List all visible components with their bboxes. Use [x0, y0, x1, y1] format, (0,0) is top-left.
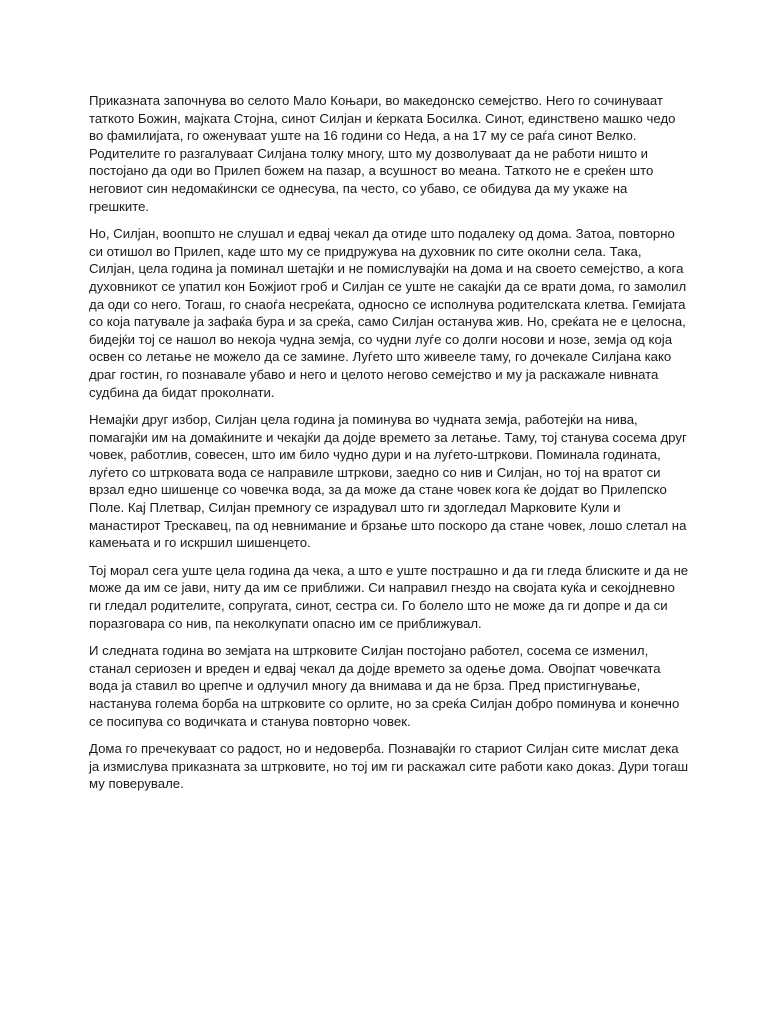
paragraph: Дома го пречекуваат со радост, но и недоверба. Познавајќи го стариот Силјан сите мислат дека ја измислува приказната за штрковите, но тој им ги раскажал сите работи како доказ. Дури тогаш му поверувале.: [89, 741, 689, 792]
paragraph: Приказната започнува во селото Мало Коњари, во македонско семејство. Него го сочинуваат таткото Божин, мајката Стојна, синот Силјан и ќерката Босилка. Синот, единствено машко чедо во фамилијата, го оженуваат уште на 16 години со Неда, а на 17 му се раѓа синот Велко. Родителите го разгалуваат Силјана толку многу, што му дозволуваат да не работи ништо и постојано да оди во Прилеп божем на пазар, а всушност во меана. Таткото не е среќен што неговиот син недомаќински се однесува, па често, со убаво, се обидува да му укаже на грешките.: [89, 93, 676, 214]
paragraph: И следната година во земјата на штрковите Силјан постојано работел, сосема се изменил, станал сериозен и вреден и едвај чекал да дојде времето за одење дома. Овојпат човечката вода ја ставил во црепче и одлучил многу да внимава и да не брза. Пред пристигнување, настанува голема борба на штрковите со орлите, но за среќа Силјан добро поминува и конечно се посипува со водичката и станува повторно човек.: [89, 643, 680, 729]
paragraph: Немајќи друг избор, Силјан цела година ја поминува во чудната земја, работејќи на нива, помагајќи им на домаќините и чекајќи да дојде времето за летање. Таму, тој станува сосема друг човек, работлив, совесен, што им било чудно дури и на луѓето-штркови. Поминала годината, луѓето со штрковата вода се направиле штркови, заедно со нив и Силјан, но тој на вратот си врзал едно шишенце со човечка вода, за да може да стане човек кога ќе дојдат во Прилепско Поле. Кај Плетвар, Силјан премногу се израдувал што ги здогледал Марковите Кули и манастирот Трескавец, па од невнимание и брзање што поскоро да стане човек, лошо слетал на камењата и го искршил шишенцето.: [89, 412, 687, 551]
paragraph: Но, Силјан, воопшто не слушал и едвај чекал да отиде што подалеку од дома. Затоа, повторно си отишол во Прилеп, каде што му се придружува на духовник по сите околни села. Така, Силјан, цела година ја поминал шетајќи и не помислувајќи на дома и на своето семејство, а кога духовникот се упатил кон Божјиот гроб и Силјан се уште не сакајќи да се врати дома, го замолил да оди со него. Тогаш, го снаоѓа несреќата, односно се исполнува родителската клетва. Гемијата со која патувале ја зафаќа бура и за среќа, само Силјан останува жив. Но, среќата не е целосна, бидејќи тој се нашол во некоја чудна земја, со чудни луѓе со долги носови и нозе, земја од која освен со летање не можело да се замине. Луѓето што живееле таму, го дочекале Силјана како драг гостин, го познавале убаво и него и целото негово семејство и му ја раскажале нивната судбина да бидат проколнати.: [89, 226, 687, 400]
paragraph: Тој морал сега уште цела година да чека, а што е уште пострашно и да ги гледа блиските и да не може да им се јави, ниту да им се приближи. Си направил гнездо на својата куќа и секојдневно ги гледал родителите, сопругата, синот, сестра си. Го болело што не може да ги допре и да си поразговара со нив, па неколкупати опасно им се приближувал.: [89, 562, 689, 631]
document-body: [89, 92, 689, 803]
